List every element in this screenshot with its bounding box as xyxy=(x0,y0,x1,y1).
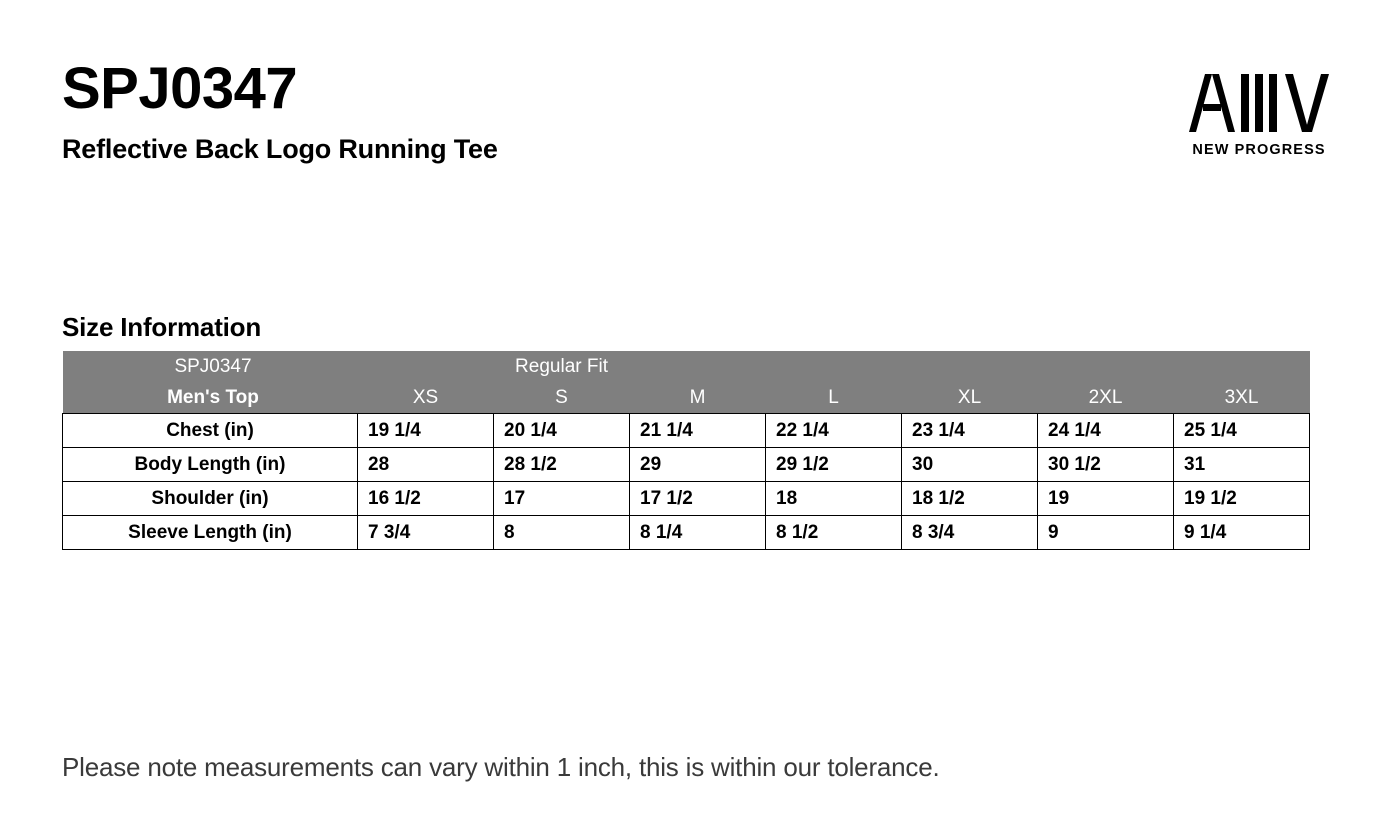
brand-logo xyxy=(1184,74,1334,158)
new-progress-logo-icon xyxy=(1189,74,1329,132)
cell-body-length-xs: 28 xyxy=(358,448,494,482)
table-header-row-sizes xyxy=(63,382,1310,414)
title-block xyxy=(62,56,498,164)
table-row xyxy=(63,448,1310,482)
cell-chest-xl: 23 1/4 xyxy=(902,414,1038,448)
cell-shoulder-3xl: 19 1/2 xyxy=(1174,482,1310,516)
cell-shoulder-xl: 18 1/2 xyxy=(902,482,1038,516)
row-label-shoulder: Shoulder (in) xyxy=(63,482,358,516)
header-spacer-2 xyxy=(902,351,1038,382)
cell-chest-xs: 19 1/4 xyxy=(358,414,494,448)
table-row xyxy=(63,414,1310,448)
measurement-note: Please note measurements can vary within 1 inch, this is within our tolerance. xyxy=(62,752,940,782)
header-size-l: L xyxy=(828,386,839,408)
header-product-code: SPJ0347 xyxy=(174,355,252,377)
row-label-sleeve-length: Sleeve Length (in) xyxy=(63,516,358,550)
header-size-xl: XL xyxy=(957,386,982,408)
size-chart-table xyxy=(62,351,1310,550)
cell-body-length-l: 29 1/2 xyxy=(766,448,902,482)
cell-body-length-xl: 30 xyxy=(902,448,1038,482)
header-spacer-4 xyxy=(1174,351,1310,382)
cell-shoulder-xs: 16 1/2 xyxy=(358,482,494,516)
header-fit-type: Regular Fit xyxy=(515,355,608,377)
cell-body-length-2xl: 30 1/2 xyxy=(1038,448,1174,482)
cell-sleeve-length-l: 8 1/2 xyxy=(766,516,902,550)
size-information-heading: Size Information xyxy=(62,312,262,342)
cell-body-length-m: 29 xyxy=(630,448,766,482)
cell-shoulder-2xl: 19 xyxy=(1038,482,1174,516)
product-code: SPJ0347 xyxy=(62,56,298,121)
cell-shoulder-s: 17 xyxy=(494,482,630,516)
cell-sleeve-length-xl: 8 3/4 xyxy=(902,516,1038,550)
table-row xyxy=(63,516,1310,550)
cell-body-length-3xl: 31 xyxy=(1174,448,1310,482)
cell-chest-2xl: 24 1/4 xyxy=(1038,414,1174,448)
header-spacer-3 xyxy=(1038,351,1174,382)
document-header xyxy=(62,56,1334,200)
product-name: Reflective Back Logo Running Tee xyxy=(62,134,498,164)
header-garment-type: Men's Top xyxy=(167,386,259,408)
cell-chest-s: 20 1/4 xyxy=(494,414,630,448)
cell-sleeve-length-m: 8 1/4 xyxy=(630,516,766,550)
brand-name: NEW PROGRESS xyxy=(1192,142,1326,158)
header-size-3xl: 3XL xyxy=(1224,386,1259,408)
header-size-2xl: 2XL xyxy=(1088,386,1123,408)
cell-chest-m: 21 1/4 xyxy=(630,414,766,448)
cell-sleeve-length-3xl: 9 1/4 xyxy=(1174,516,1310,550)
header-spacer-1 xyxy=(766,351,902,382)
header-size-xs: XS xyxy=(412,386,439,408)
table-header xyxy=(63,351,1310,414)
cell-sleeve-length-2xl: 9 xyxy=(1038,516,1174,550)
header-size-s: S xyxy=(555,386,568,408)
cell-shoulder-m: 17 1/2 xyxy=(630,482,766,516)
row-label-chest: Chest (in) xyxy=(63,414,358,448)
table-body xyxy=(63,414,1310,550)
cell-shoulder-l: 18 xyxy=(766,482,902,516)
table-header-row-fit xyxy=(63,351,1310,382)
cell-body-length-s: 28 1/2 xyxy=(494,448,630,482)
row-label-body-length: Body Length (in) xyxy=(63,448,358,482)
cell-chest-l: 22 1/4 xyxy=(766,414,902,448)
cell-chest-3xl: 25 1/4 xyxy=(1174,414,1310,448)
table-row xyxy=(63,482,1310,516)
cell-sleeve-length-s: 8 xyxy=(494,516,630,550)
cell-sleeve-length-xs: 7 3/4 xyxy=(358,516,494,550)
header-size-m: M xyxy=(689,386,706,408)
